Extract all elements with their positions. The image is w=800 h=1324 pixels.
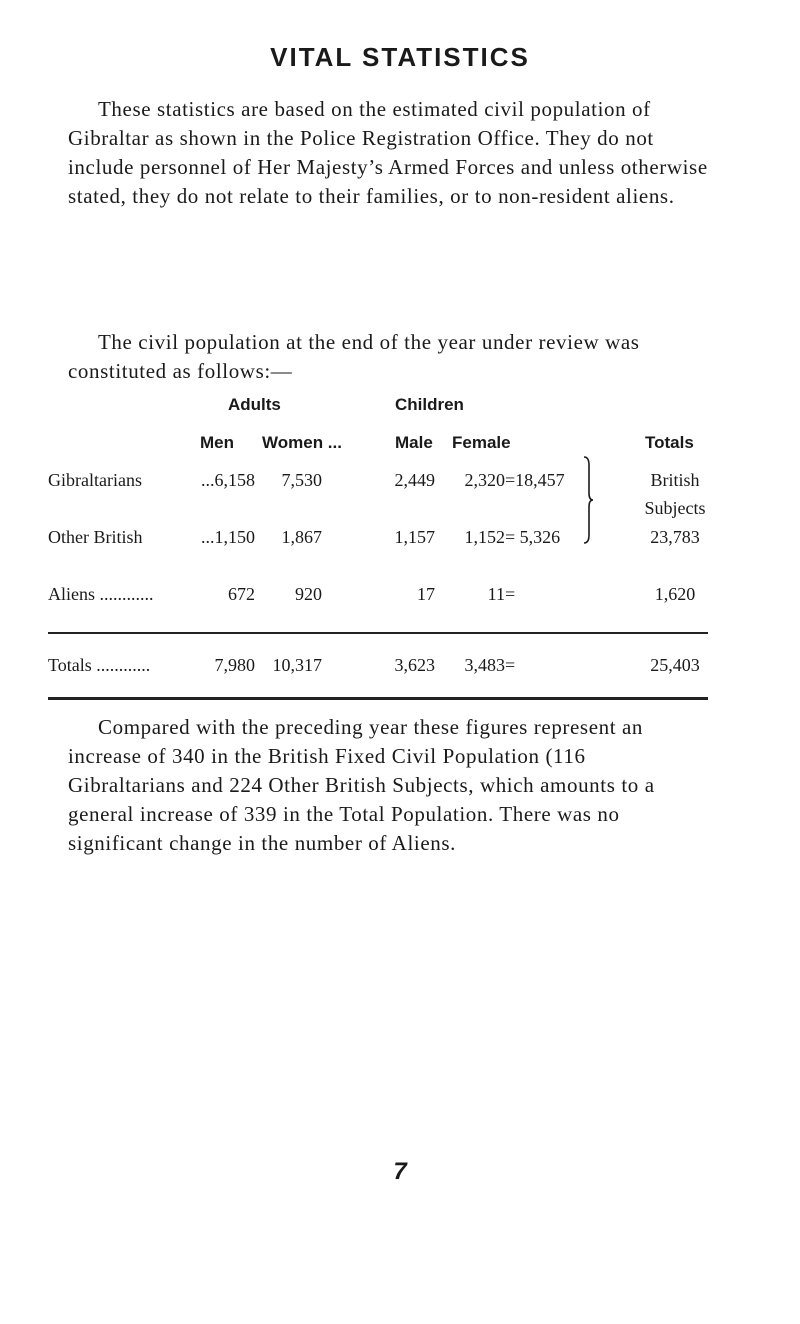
cell-male: 17 — [417, 584, 435, 604]
totals-women: 10,317 — [272, 655, 322, 675]
cell-women: 7,530 — [281, 470, 322, 490]
row-label: Aliens ............ — [48, 584, 154, 604]
page-number: 7 — [393, 1158, 407, 1185]
cell-total: 1,620 — [654, 584, 696, 604]
summary-paragraph: Compared with the preceding year these figures represent an increase of 340 in the British Fixed Civil Population (116 Gibraltarians and 224 Other British Subjects, which amounts to a general increase of 339 in the Total Population. There was no significant change in the number of Aliens. — [68, 715, 655, 855]
cell-women: 920 — [295, 584, 322, 604]
cell-men: 672 — [228, 584, 255, 604]
british-label-line1: British — [650, 470, 700, 490]
cell-men: ...1,150 — [201, 527, 255, 547]
british-total: 23,783 — [650, 527, 700, 547]
british-label-line2: Subjects — [644, 498, 706, 518]
cell-female: 11 — [487, 584, 505, 604]
cell-female: 2,320 — [464, 470, 505, 490]
cell-sum: = 5,326 — [505, 527, 561, 547]
row-label: Gibraltarians — [48, 470, 142, 490]
cell-male: 1,157 — [394, 527, 435, 547]
grouping-brace — [583, 455, 593, 545]
cell-men: ...6,158 — [201, 470, 255, 490]
header-totals: Totals — [645, 433, 694, 452]
header-male: Male — [395, 433, 433, 452]
cell-sum: =18,457 — [505, 470, 565, 490]
header-men: Men — [200, 433, 234, 452]
cell-women: 1,867 — [281, 527, 322, 547]
header-women: Women ... — [262, 433, 342, 452]
totals-men: 7,980 — [214, 655, 255, 675]
totals-female: 3,483 — [464, 655, 505, 675]
row-label: Other British — [48, 527, 143, 547]
table-bottom-rule — [48, 697, 708, 700]
totals-total: 25,403 — [650, 655, 700, 675]
totals-male: 3,623 — [394, 655, 435, 675]
cell-female: 1,152 — [464, 527, 505, 547]
cell-male: 2,449 — [394, 470, 435, 490]
intro-paragraph: These statistics are based on the estimated civil population of Gibraltar as shown in the Police Registration Office. They do not include personnel of Her Majesty’s Armed Forces and unless otherwise stated, they do not relate to their families, or to non-resident aliens. — [68, 97, 708, 208]
header-female: Female — [452, 433, 511, 452]
table-divider — [48, 632, 708, 634]
page-title: VITAL STATISTICS — [270, 42, 530, 72]
lead-paragraph: The civil population at the end of the year under review was constituted as follows:— — [68, 330, 640, 383]
totals-label: Totals ............ — [48, 655, 151, 675]
header-adults: Adults — [228, 395, 281, 414]
header-children: Children — [395, 395, 464, 414]
cell-sum: = — [505, 584, 516, 604]
totals-sum: = — [505, 655, 516, 675]
